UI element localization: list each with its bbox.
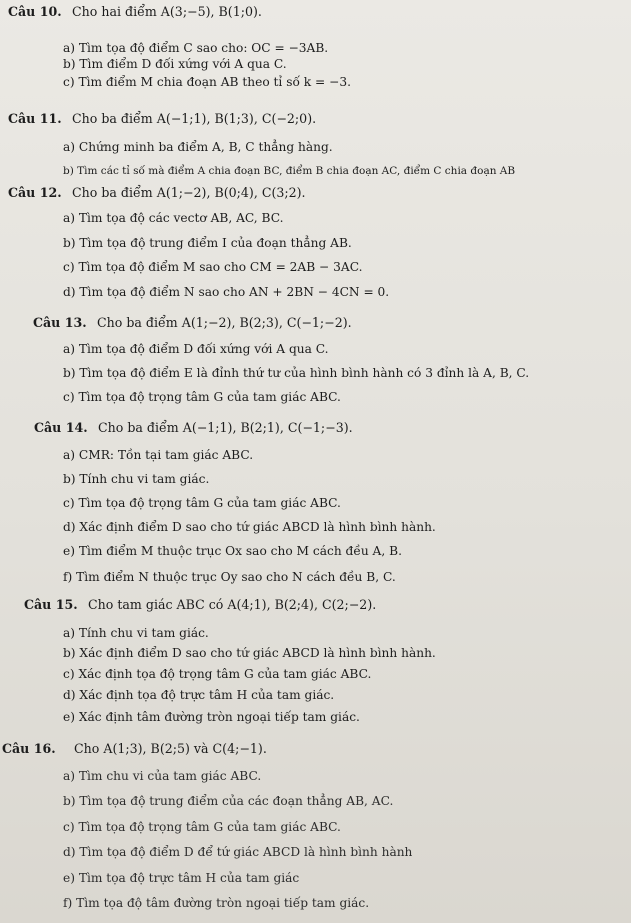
question-16-item-f: f) Tìm tọa độ tâm đường tròn ngoại tiếp tam giác.	[63, 896, 370, 910]
question-15-item-c: c) Xác định tọa độ trọng tâm G của tam giác ABC.	[63, 667, 372, 681]
question-12-heading	[8, 185, 306, 200]
question-15-text: Cho tam giác ABC có A(4;1), B(2;4), C(2;−2).	[88, 597, 377, 612]
question-16-item-a: a) Tìm chu vi của tam giác ABC.	[63, 769, 262, 783]
question-14-item-a: a) CMR: Tồn tại tam giác ABC.	[63, 448, 254, 462]
question-14-item-d: d) Xác định điểm D sao cho tứ giác ABCD là hình bình hành.	[63, 520, 436, 534]
question-16-heading	[2, 741, 267, 756]
question-10-item-a: a) Tìm tọa độ điểm C sao cho: OC = −3AB.	[63, 41, 329, 55]
question-11-item-b: b) Tìm các tỉ số mà điểm A chia đoạn BC, điểm B chia đoạn AC, điểm C chia đoạn AB	[63, 165, 516, 177]
question-11-heading	[8, 111, 316, 126]
question-12-item-b: b) Tìm tọa độ trung điểm I của đoạn thẳng AB.	[63, 236, 352, 250]
question-10-item-c: c) Tìm điểm M chia đoạn AB theo tỉ số k = −3.	[63, 75, 351, 89]
question-16-item-b: b) Tìm tọa độ trung điểm của các đoạn thẳng AB, AC.	[63, 794, 394, 808]
question-14-item-c: c) Tìm tọa độ trọng tâm G của tam giác ABC.	[63, 496, 341, 510]
question-16-number: Câu 16.	[2, 741, 56, 756]
question-15-heading	[24, 597, 376, 612]
question-15-number: Câu 15.	[24, 597, 78, 612]
question-13-number: Câu 13.	[33, 315, 87, 330]
question-13-text: Cho ba điểm A(1;−2), B(2;3), C(−1;−2).	[97, 315, 352, 330]
question-11-text: Cho ba điểm A(−1;1), B(1;3), C(−2;0).	[72, 111, 317, 126]
question-14-item-f: f) Tìm điểm N thuộc trục Oy sao cho N cách đều B, C.	[63, 570, 396, 584]
question-12-item-a: a) Tìm tọa độ các vectơ AB, AC, BC.	[63, 211, 284, 225]
question-15-item-d: d) Xác định tọa độ trực tâm H của tam giác.	[63, 688, 335, 702]
question-16-item-d: d) Tìm tọa độ điểm D để tứ giác ABCD là hình bình hành	[63, 845, 413, 859]
question-10-number: Câu 10.	[8, 4, 62, 19]
question-13-heading	[33, 315, 352, 330]
question-14-heading	[34, 420, 353, 435]
question-11-item-a: a) Chứng minh ba điểm A, B, C thẳng hàng.	[63, 140, 333, 154]
question-16-item-c: c) Tìm tọa độ trọng tâm G của tam giác ABC.	[63, 820, 341, 834]
question-16-text: Cho A(1;3), B(2;5) và C(4;−1).	[74, 741, 267, 756]
question-13-item-b: b) Tìm tọa độ điểm E là đỉnh thứ tư của hình bình hành có 3 đỉnh là A, B, C.	[63, 366, 530, 380]
question-10-item-b: b) Tìm điểm D đối xứng với A qua C.	[63, 57, 287, 71]
question-10-heading	[8, 4, 262, 19]
question-13-item-c: c) Tìm tọa độ trọng tâm G của tam giác ABC.	[63, 390, 341, 404]
question-15-item-e: e) Xác định tâm đường tròn ngoại tiếp tam giác.	[63, 710, 360, 724]
question-12-text: Cho ba điểm A(1;−2), B(0;4), C(3;2).	[72, 185, 306, 200]
question-16-item-e: e) Tìm tọa độ trực tâm H của tam giác	[63, 871, 300, 885]
question-12-item-d: d) Tìm tọa độ điểm N sao cho AN + 2BN − 4CN = 0.	[63, 285, 390, 299]
question-15-item-b: b) Xác định điểm D sao cho tứ giác ABCD là hình bình hành.	[63, 646, 436, 660]
question-13-item-a: a) Tìm tọa độ điểm D đối xứng với A qua C.	[63, 342, 329, 356]
question-12-number: Câu 12.	[8, 185, 62, 200]
question-14-number: Câu 14.	[34, 420, 88, 435]
question-12-item-c: c) Tìm tọa độ điểm M sao cho CM = 2AB − 3AC.	[63, 260, 363, 274]
question-14-item-b: b) Tính chu vi tam giác.	[63, 472, 210, 486]
question-10-text: Cho hai điểm A(3;−5), B(1;0).	[72, 4, 262, 19]
question-14-text: Cho ba điểm A(−1;1), B(2;1), C(−1;−3).	[98, 420, 353, 435]
question-14-item-e: e) Tìm điểm M thuộc trục Ox sao cho M cách đều A, B.	[63, 544, 402, 558]
question-15-item-a: a) Tính chu vi tam giác.	[63, 626, 209, 640]
question-11-number: Câu 11.	[8, 111, 62, 126]
